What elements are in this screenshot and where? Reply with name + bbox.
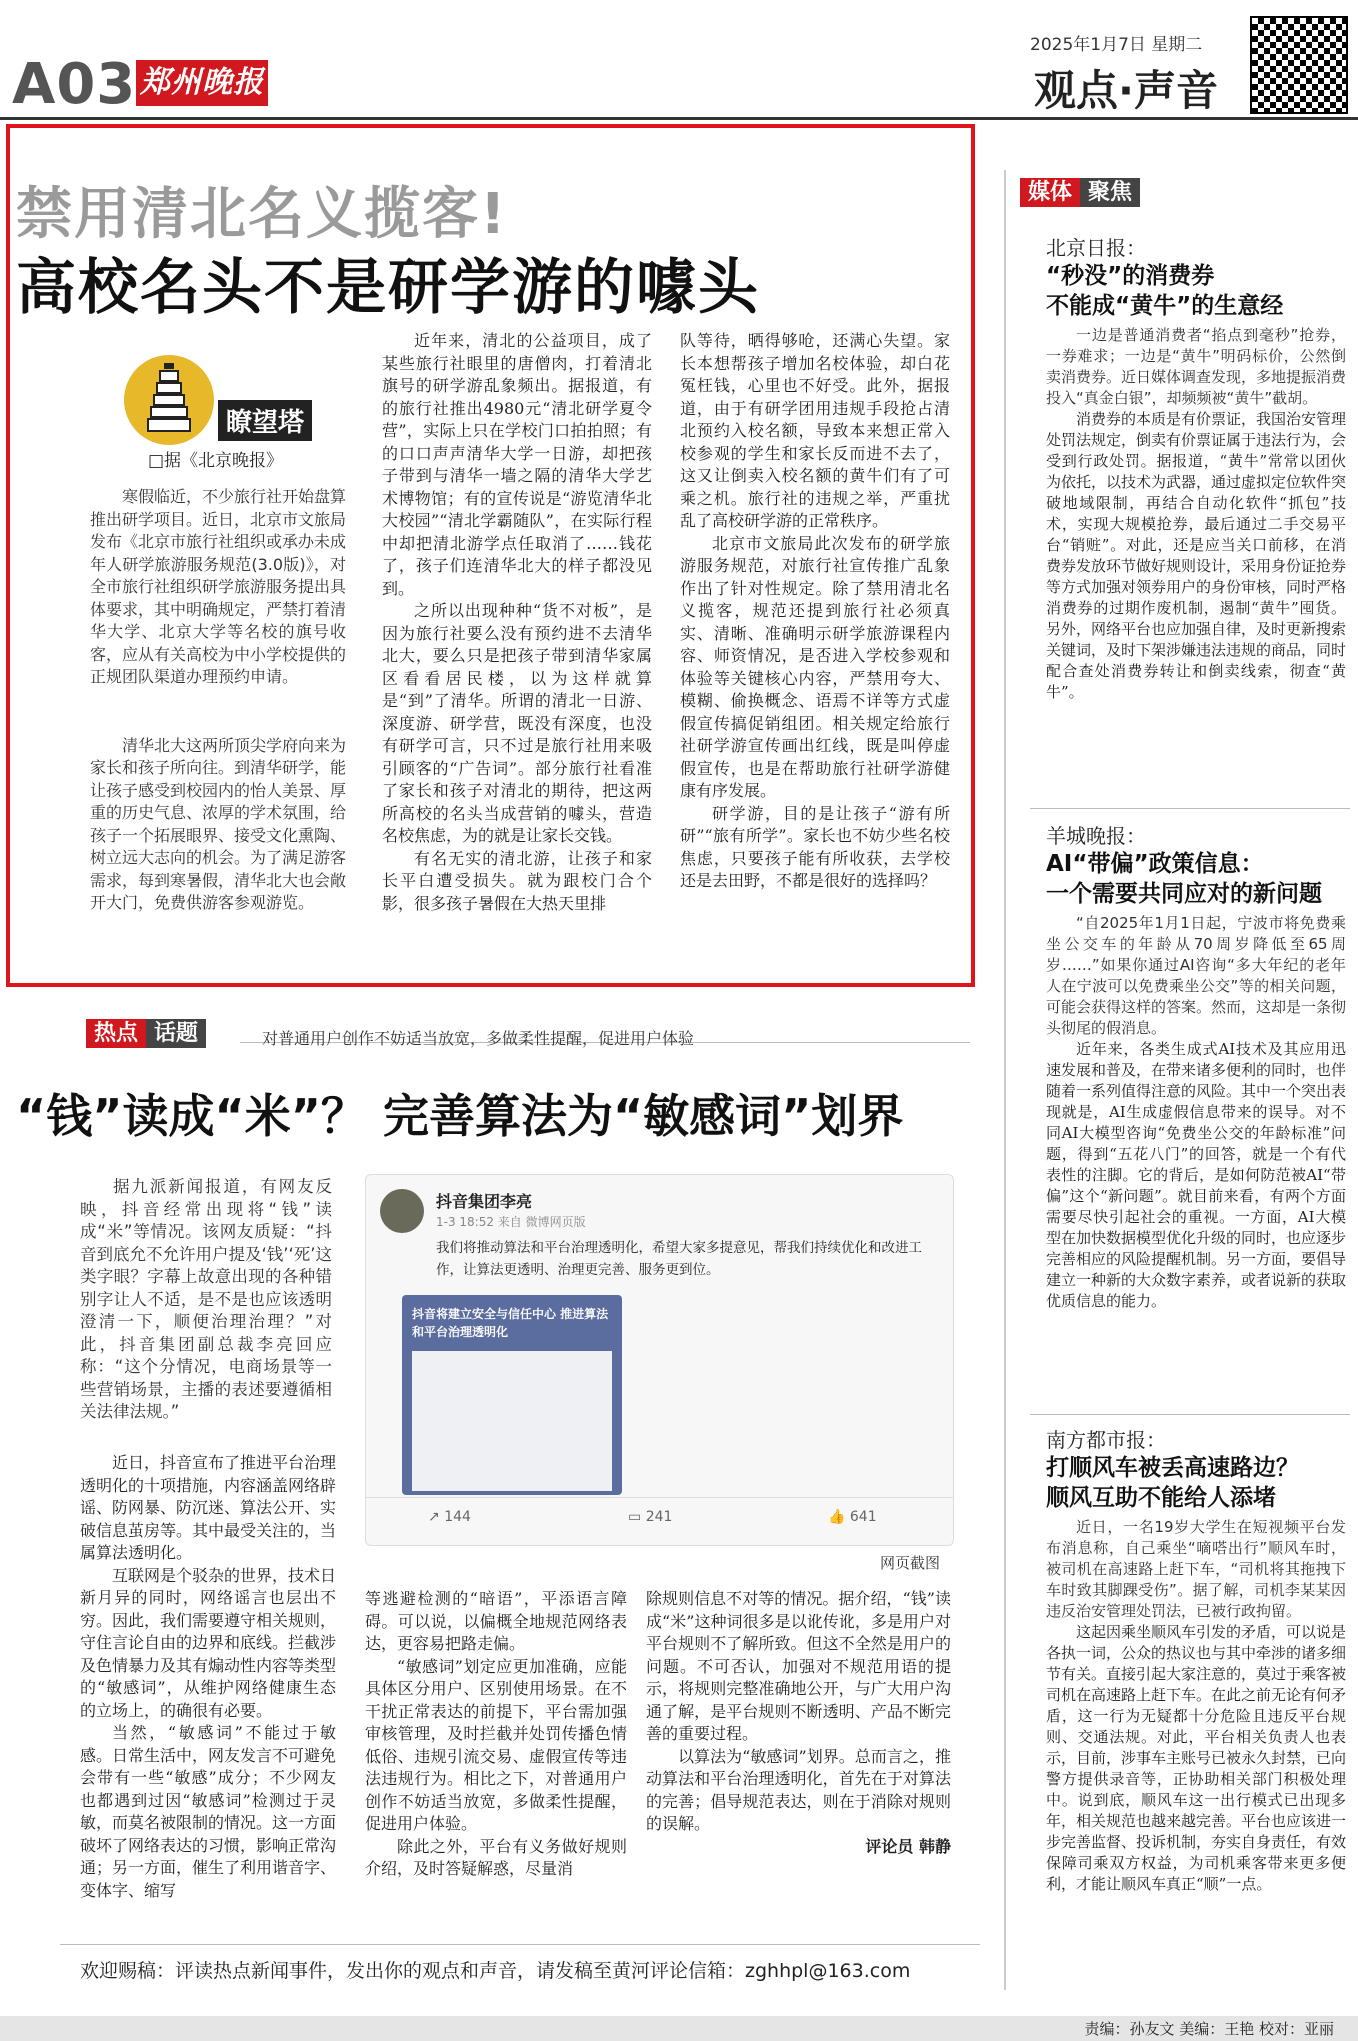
submission-note: 欢迎赐稿：评读热点新闻事件，发出你的观点和声音，请发稿至黄河评论信箱：zghhpl@163.com: [80, 1960, 911, 1982]
media-focus-tag: [1020, 175, 1140, 206]
editor-credits: 责编：孙友文 美编：王艳 校对：亚丽: [1084, 2020, 1334, 2038]
paragraph: 北京市文旅局此次发布的研学旅游服务规范，对旅行社宣传推广乱象作出了针对性规定。除了禁用清北名义揽客，规范还提到旅行社必须真实、清晰、准确明示研学旅游课程内容、师资情况，是否进入学校参观和体验等关键核心内容，严禁用夸大、模糊、偷换概念、语焉不详等方式虚假宣传搞促销组团。相关规定给旅行社研学游宣传画出红线，既是叫停虚假宣传，也是在帮助旅行社研学游健康有序发展。: [680, 533, 950, 800]
header-rule: [0, 117, 1358, 120]
post-meta: 1-3 18:52 来自 微博网页版: [436, 1215, 586, 1229]
paper-logo: 郑州晚报: [136, 60, 268, 106]
paragraph: 有名无实的清北游，让孩子和家长平白遭受损失。就为跟校门合个影，很多孩子暑假在大热天里排: [382, 848, 652, 913]
tag-topic: 话题: [146, 1019, 206, 1048]
paragraph: 近日，抖音宣布了推进平台治理透明化的十项措施，内容涵盖网络辟谣、防网暴、防沉迷、算法公开、实破信息茧房等。其中最受关注的，当属算法透明化。: [80, 1453, 337, 1562]
hot-column-3: [646, 1588, 951, 1858]
sidebar-item-nanfang: [1046, 1424, 1346, 1895]
card-body: [412, 1351, 612, 1491]
byline: 评论员 韩静: [865, 1836, 951, 1856]
repost-icon: ↗: [428, 1509, 445, 1525]
item-title-line2: 不能成“黄牛”的生意经: [1046, 293, 1284, 319]
paragraph: 研学游，目的是让孩子“游有所研”“旅有所学”。家长也不妨少些名校焦虑，只要孩子能有所收获，去学校还是去田野，不都是很好的选择吗？: [680, 803, 950, 890]
item-lead: [1046, 913, 1346, 1039]
hot-subtitle: 对普通用户创作不妨适当放宽，多做柔性提醒，促进用户体验: [262, 1029, 695, 1048]
hot-headline: “钱”读成“米”？ 完善算法为“敏感词”划界: [16, 1089, 904, 1143]
hot-topic-tag: [86, 1016, 206, 1047]
paragraph: 近年来，各类生成式AI技术及其应用迅速发展和普及，在带来诸多便利的同时，也伴随着一系列值得注意的风险。其中一个突出表现就是，AI生成虚假信息带来的误导。对不同AI大模型咨询“免费坐公交的年龄标准”问题，得到“五花八门”的回答，就是一个有代表性的注脚。它的背后，是如何防范被AI“带偏”这个“新问题”。就目前来看，有两个方面需要尽快引起社会的重视。一方面，AI大模型在加快数据模型优化升级的同时，也应逐步完善相应的风险提醒机制。另一方面，要倡导建立一种新的大众数字素养，或者说新的获取优质信息的能力。: [1046, 1040, 1347, 1310]
issue-date: 2025年1月7日 星期二: [1030, 35, 1203, 55]
page-number: A03: [12, 52, 137, 117]
card-title: 抖音将建立安全与信任中心 推进算法和平台治理透明化: [412, 1307, 609, 1339]
divider: [60, 1944, 980, 1945]
paragraph: 近日，一名19岁大学生在短视频平台发布消息称，自己乘坐“嘀嗒出行”顺风车时，被司机在高速路上赶下车，“司机将其拖拽下车时致其脚踝受伤”。据了解，司机李某某因违反治安管理处罚法，已被行政拘留。: [1046, 1518, 1346, 1620]
qr-code-icon[interactable]: [1250, 16, 1348, 114]
tag-media: 媒体: [1020, 178, 1080, 207]
column-name: 瞭望塔: [218, 400, 312, 441]
tag-focus: 聚焦: [1080, 178, 1140, 207]
watchtower-icon: [124, 355, 214, 445]
paragraph: 据九派新闻报道，有网友反映，抖音经常出现将“钱”读成“米”等情况。该网友质疑：“抖音到底允不允许用户提及‘钱’‘死’这类字眼？字幕上故意出现的各种错别字让人不适，是不是也应该透明澄清一下，顺便治理治理？”对此，抖音集团副总裁李亮回应称：“这个分情况，电商场景等一些营销场景，主播的表述要遵循相关法律法规。”: [80, 1177, 332, 1421]
screenshot-caption: 网页截图: [880, 1554, 941, 1572]
like-number: 641: [849, 1509, 877, 1525]
section-title: 观点·声音: [1034, 66, 1218, 115]
divider: [366, 1497, 953, 1498]
avatar: [380, 1189, 424, 1233]
item-title-line1: 打顺风车被丢高速路边？: [1046, 1455, 1299, 1481]
paragraph: 之所以出现种种“货不对板”，是因为旅行社要么没有预约进不去清华北大，要么只是把孩子带到清华家属区看看居民楼，以为这样就算是“到”了清华。所谓的清北一日游、深度游、研学营，既没有深度，也没有研学可言，只不过是旅行社用来吸引顾客的“广告词”。部分旅行社看准了家长和孩子对清北的期待，把这两所高校的名头当成营销的噱头，营造名校焦虑，为的就是让家长交钱。: [382, 601, 652, 845]
media-source: 南方都市报：: [1046, 1428, 1166, 1452]
paragraph: 等逃避检测的“暗语”，平添语言障碍。可以说，以偏概全地规范网络表达，更容易把路走偏。: [365, 1589, 627, 1653]
weibo-screenshot: [365, 1174, 954, 1546]
paragraph: 以算法为“敏感词”划界。总而言之，推动算法和平台治理透明化，首先在于对算法的完善；倡导规范表达，则在于消除对规则的误解。: [646, 1746, 951, 1833]
article-source: □据《北京晚报》: [148, 451, 284, 471]
repost-count[interactable]: [428, 1509, 471, 1525]
paragraph: “自2025年1月1日起，宁波市将免费乘坐公交车的年龄从70周岁降低至65周岁……”如果你通过AI咨询“多大年纪的老年人在宁波可以免费乘坐公交”等的相关问题，可能会获得这样的答案。然而，这却是一条彻头彻尾的假消息。: [1046, 914, 1347, 1037]
article-column-3: [680, 330, 950, 893]
paragraph: “敏感词”划定应更加准确，应能具体区分用户、区别使用场景。在不干扰正常表达的前提下，平台需加强审核管理，及时拦截并处罚传播色情低俗、违规引流交易、虚假宣传等违法违规行为。相比之下，对普通用户创作不妨适当放宽，多做柔性提醒，促进用户体验。: [365, 1656, 627, 1833]
paragraph: 除规则信息不对等的情况。据介绍，“钱”读成“米”这种词很多是以讹传讹，多是用户对平台规则不了解所致。但这不全然是用户的问题。不可否认，加强对不规范用语的提示，将规则完整准确地公开，与广大用户沟通了解，是平台规则不断透明、产品不断完善的重要过程。: [646, 1589, 951, 1743]
divider: [1030, 1414, 1350, 1415]
paragraph: 近年来，清北的公益项目，成了某些旅行社眼里的唐僧肉，打着清北旗号的研学游乱象频出。据报道，有的旅行社推出4980元“清北研学夏令营”，实际上只在学校门口拍拍照；有的口口声声清华大学一日游，却把孩子带到与清华一墙之隔的清华大学艺术博物馆；有的宣传说是“游览清华北大校园”“清北学霸随队”，在实际行程中却把清北游学点任取消了……钱花了，孩子们连清华北大的样子都没见到。: [382, 331, 652, 598]
comment-number: 241: [645, 1509, 673, 1525]
hot-column-1: [80, 1452, 336, 1902]
article-headline: 高校名头不是研学游的噱头: [16, 253, 760, 323]
comment-icon: ▭: [628, 1509, 646, 1525]
sidebar-item-beijing: [1046, 232, 1346, 703]
paragraph: 互联网是个驳杂的世界，技术日新月异的同时，网络谣言也层出不穷。因此，我们需要遵守相关规则，守住言论自由的边界和底线。拦截涉及色情暴力及其有煽动性内容等类型的“敏感词”，从维护网络健康生态的立场上，的确很有必要。: [80, 1565, 337, 1720]
item-title-line2: 顺风互助不能给人添堵: [1046, 1485, 1276, 1511]
paragraph: 除此之外，平台有义务做好规则介绍，及时答疑解惑，尽量消: [365, 1836, 627, 1878]
paragraph: 队等待，晒得够呛，还满心失望。家长本想帮孩子增加名校体验，却白花冤枉钱，心里也不好受。此外，据报道，由于有研学团用违规手段抢占清北预约入校名额，导致本来想正常入校参观的学生和家长反而进不去了，这又让倒卖入校名额的黄牛们有了可乘之机。旅行社的违规之举，严重扰乱了高校研学游的正常秩序。: [680, 331, 950, 530]
item-body: [1046, 409, 1346, 703]
sidebar-item-yangcheng: [1046, 820, 1346, 1312]
like-icon: 👍: [828, 1509, 850, 1525]
item-lead: [1046, 1517, 1346, 1622]
hot-lead: [80, 1176, 332, 1424]
item-body: [1046, 1622, 1346, 1895]
tag-hot: 热点: [86, 1019, 146, 1048]
paragraph: 一边是普通消费者“掐点到毫秒”抢券，一券难求；一边是“黄牛”明码标价，公然倒卖消费券。近日媒体调查发现，多地提振消费投入“真金白银”，却频频被“黄牛”截胡。: [1046, 326, 1347, 407]
item-lead: [1046, 325, 1346, 409]
paragraph: 消费券的本质是有价票证，我国治安管理处罚法规定，倒卖有价票证属于违法行为，会受到行政处罚。据报道，“黄牛”常常以团伙为依托，以技术为武器，通过虚拟定位软件突破地域限制，再结合自动化软件“抓包”技术，实现大规模抢券，最后通过二手交易平台“销赃”。对此，还是应当关口前移，在消费券发放环节做好规则设计，采用身份证抢券等方式加强对领券用户的身份审核，同时严格消费券的过期作废机制，遏制“黄牛”囤货。另外，网络平台也应加强自律，及时更新搜索关键词，及时下架涉嫌违法违规的商品，同时配合查处消费券转让和倒卖线索，彻查“黄牛”。: [1046, 410, 1347, 701]
paragraph: 这起因乘坐顺风车引发的矛盾，可以说是各执一词，公众的热议也与其中牵涉的诸多细节有关。直接引起大家注意的，莫过于乘客被司机在高速路上赶下车。在此之前无论有何矛盾，这一行为无疑都十分危险且违反平台规则、交通法规。对此，平台相关负责人也表示，目前，涉事车主账号已被永久封禁，已向警方提供录音等，正协助相关部门积极处理中。说到底，顺风车这一出行模式已出现多年，相关规范也越来越完善。平台也应该进一步完善监督、投诉机制，夯实自身责任，有效保障司乘双方权益，为司机乘客带来更多便利，才能让顺风车真正“顺”一点。: [1046, 1623, 1347, 1893]
item-body: [1046, 1039, 1346, 1312]
article-column-2: [382, 330, 652, 915]
paragraph: 寒假临近，不少旅行社开始盘算推出研学项目。近日，北京市文旅局发布《北京市旅行社组织或承办未成年人研学旅游服务规范(3.0版)》，对全市旅行社组织研学旅游服务提出具体要求，其中明确规定，严禁打着清华大学、北京大学等名校的旗号收客，应从有关高校为中小学校提供的正规团队渠道办理预约申请。: [90, 487, 347, 686]
paragraph: 当然，“敏感词”不能过于敏感。日常生活中，网友发言不可避免会带有一些“敏感”成分；不少网友也都遇到过因“敏感词”检测过于灵敏，而莫名被限制的情况。这一方面破坏了网络表达的习惯，影响正常沟通；另一方面，催生了利用谐音字、变体字、缩写: [80, 1723, 337, 1900]
media-source: 羊城晚报：: [1046, 824, 1146, 848]
post-author: 抖音集团李亮: [436, 1192, 533, 1211]
item-title-line1: AI“带偏”政策信息：: [1046, 851, 1264, 877]
article-kicker: 禁用清北名义揽客!: [16, 182, 508, 247]
divider: [1030, 808, 1350, 809]
post-image-card: [402, 1295, 622, 1495]
item-title-line1: “秒没”的消费券: [1046, 263, 1215, 289]
paragraph: 清华北大这两所顶尖学府向来为家长和孩子所向往。到清华研学，能让孩子感受到校园内的怡人美景、厚重的历史气息、浓厚的学术氛围，给孩子一个拓展眼界、接受文化熏陶、树立远大志向的机会。为了满足游客需求，每到寒暑假，清华北大也会敞开大门，免费供游客参观游览。: [90, 735, 347, 912]
item-title-line2: 一个需要共同应对的新问题: [1046, 881, 1322, 907]
repost-number: 144: [444, 1509, 471, 1525]
comment-count[interactable]: [628, 1509, 672, 1525]
post-text: 我们将推动算法和平台治理透明化，希望大家多提意见，帮我们持续优化和改进工作，让算法更透明、治理更完善、服务更到位。: [436, 1240, 922, 1278]
media-source: 北京日报：: [1046, 236, 1146, 260]
article-column-1: [90, 486, 346, 915]
column-divider: [1004, 170, 1006, 1990]
like-count[interactable]: [828, 1509, 877, 1525]
hot-column-2: [365, 1588, 627, 1881]
